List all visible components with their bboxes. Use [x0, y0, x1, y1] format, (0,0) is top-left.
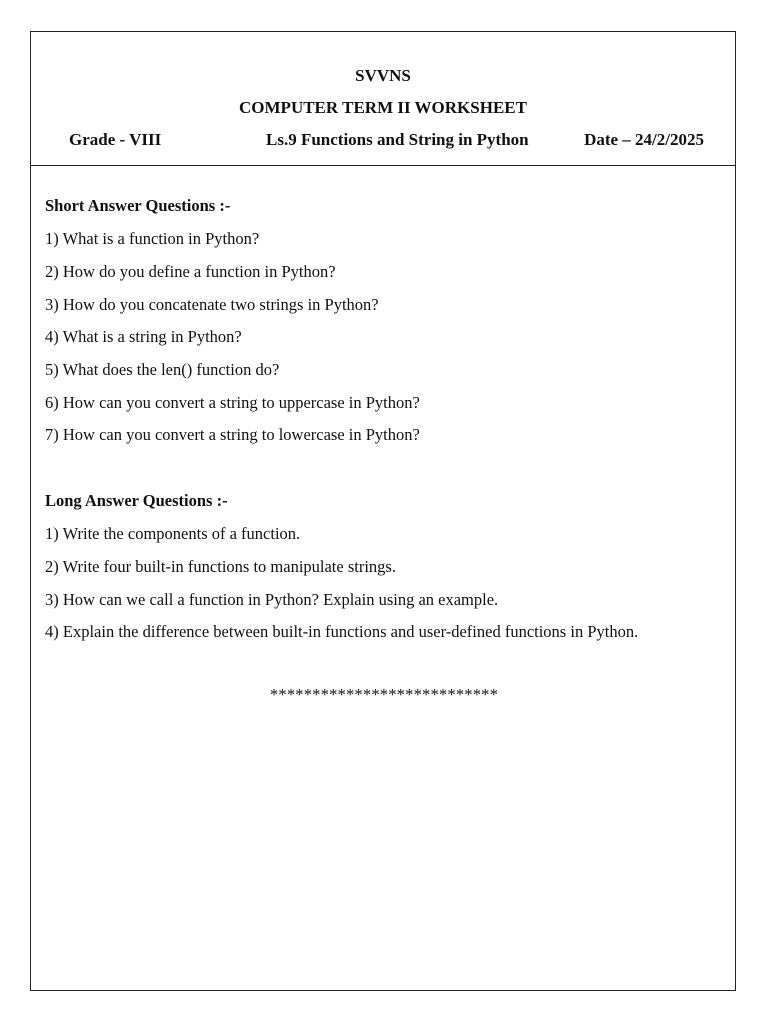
short-question: 4) What is a string in Python? — [45, 327, 242, 346]
long-answer-heading: Long Answer Questions :- — [45, 491, 228, 510]
worksheet-page — [30, 31, 736, 991]
worksheet-header — [31, 32, 735, 166]
short-question: 6) How can you convert a string to uppercase in Python? — [45, 393, 420, 412]
end-marker: *************************** — [269, 685, 499, 704]
worksheet-title: COMPUTER TERM II WORKSHEET — [239, 98, 527, 117]
long-question: 2) Write four built-in functions to manipulate strings. — [45, 557, 396, 576]
short-question: 1) What is a function in Python? — [45, 229, 260, 248]
worksheet-date: Date – 24/2/2025 — [584, 130, 704, 149]
short-question: 7) How can you convert a string to lowercase in Python? — [45, 425, 420, 444]
grade-label: Grade - VIII — [69, 130, 162, 149]
short-question: 2) How do you define a function in Python? — [45, 262, 336, 281]
long-question: 1) Write the components of a function. — [45, 524, 301, 543]
short-answer-heading: Short Answer Questions :- — [45, 196, 231, 215]
short-question: 3) How do you concatenate two strings in Python? — [45, 295, 379, 314]
school-name: SVVNS — [355, 66, 411, 85]
long-question: 4) Explain the difference between built-in functions and user-defined functions in Python. — [45, 622, 639, 641]
lesson-title: Ls.9 Functions and String in Python — [266, 130, 529, 149]
short-question: 5) What does the len() function do? — [45, 360, 280, 379]
long-question: 3) How can we call a function in Python? Explain using an example. — [45, 590, 499, 609]
